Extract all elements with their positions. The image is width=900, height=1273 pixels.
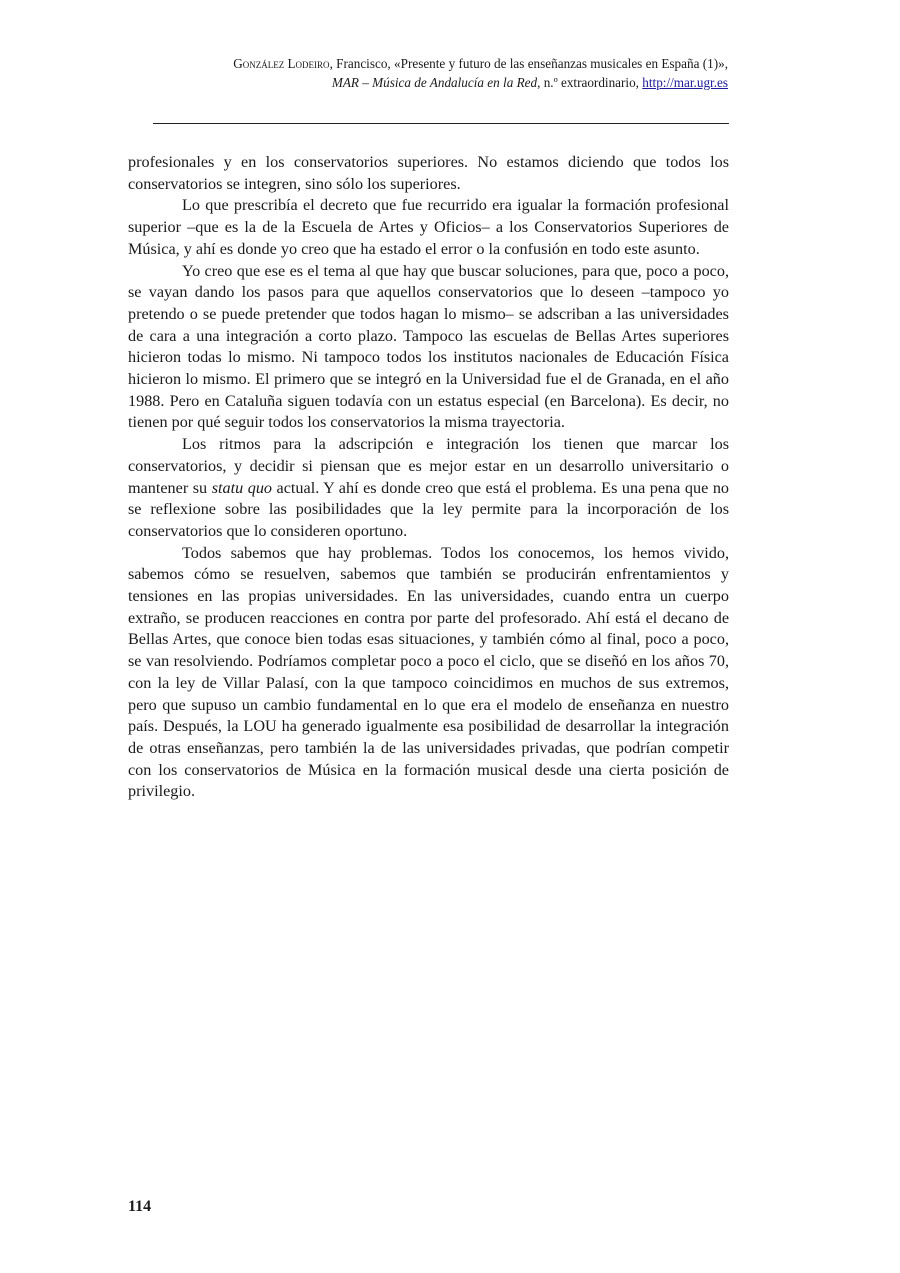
header-journal: MAR – Música de Andalucía en la Red <box>331 75 538 90</box>
page-number: 114 <box>128 1198 152 1215</box>
header-url-link[interactable]: http://mar.ugr.es <box>642 75 728 90</box>
header-divider <box>153 123 729 124</box>
header-journal-line <box>128 73 728 92</box>
header-citation-title: , Francisco, «Presente y futuro de las enseñanzas musicales en España (1)», <box>329 56 728 71</box>
paragraph-2: Lo que prescribía el decreto que fue recurrido era igualar la formación profesional superior –que es la de la Escuela de Artes y Oficios– a los Conservatorios Superiores de Música, y ahí es donde yo creo que ha estado el error o la confusión en todo este asunto. <box>128 196 729 258</box>
paragraph-5: Todos sabemos que hay problemas. Todos los conocemos, los hemos vivido, sabemos cómo se resuelven, sabemos que también se producirán enfrentamientos y tensiones en las propias universidades. En las universidades, cuando entra un cuerpo extraño, se producen reacciones en contra por parte del profesorado. Ahí está el decano de Bellas Artes, que conoce bien todas esas situaciones, y también cómo al final, poco a poco, se van resolviendo. Podríamos completar poco a poco el ciclo, que se diseñó en los años 70, con la ley de Villar Palasí, con la que tampoco coincidimos en muchos de sus extremos, pero que supuso un cambio fundamental en lo que era el modelo de enseñanza en nuestro país. Después, la LOU ha generado igualmente esa posibilidad de desarrollar la integración de otras enseñanzas, pero también la de las universidades privadas, que podrían competir con los conservatorios de Música en la formación musical desde una cierta posición de privilegio. <box>128 543 729 801</box>
paragraph-4-italic: statu quo <box>211 478 273 497</box>
running-header <box>128 54 728 92</box>
paragraph-3: Yo creo que ese es el tema al que hay que buscar soluciones, para que, poco a poco, se vayan dando los pasos para que aquellos conservatorios que lo deseen –tampoco yo pretendo o se puede pretender que todos hagan lo mismo– se adscriban a las universidades de cara a una integración a corto plazo. Tampoco las escuelas de Bellas Artes superiores hicieron todas lo mismo. Ni tampoco todos los institutos nacionales de Educación Física hicieron lo mismo. El primero que se integró en la Universidad fue el de Granada, en el año 1988. Pero en Cataluña siguen todavía con un estatus especial (en Barcelona). Es decir, no tienen por qué seguir todos los conservatorios la misma trayectoria. <box>128 261 729 432</box>
paragraph-4-text-b: actual. Y ahí es donde creo que está el problema. Es una pena que no se reflexione sobre las posibilidades que la ley permite para la incorporación de los conservatorios que lo consideren oportuno. <box>128 478 730 540</box>
paragraph-4 <box>128 434 729 543</box>
paragraph-4-text-a: Los ritmos para la adscripción e integración los tienen que marcar los conservatorios, y decidir si piensan que es mejor estar en un desarrollo universitario o mantener su <box>128 435 729 497</box>
paragraph-1: profesionales y en los conservatorios superiores. No estamos diciendo que todos los conservatorios se integren, sino sólo los superiores. <box>128 153 729 193</box>
article-body <box>128 152 729 803</box>
header-issue: , n.º extraordinario, <box>537 75 643 90</box>
header-author: González Lodeiro <box>233 56 330 71</box>
header-citation-line <box>128 54 728 73</box>
